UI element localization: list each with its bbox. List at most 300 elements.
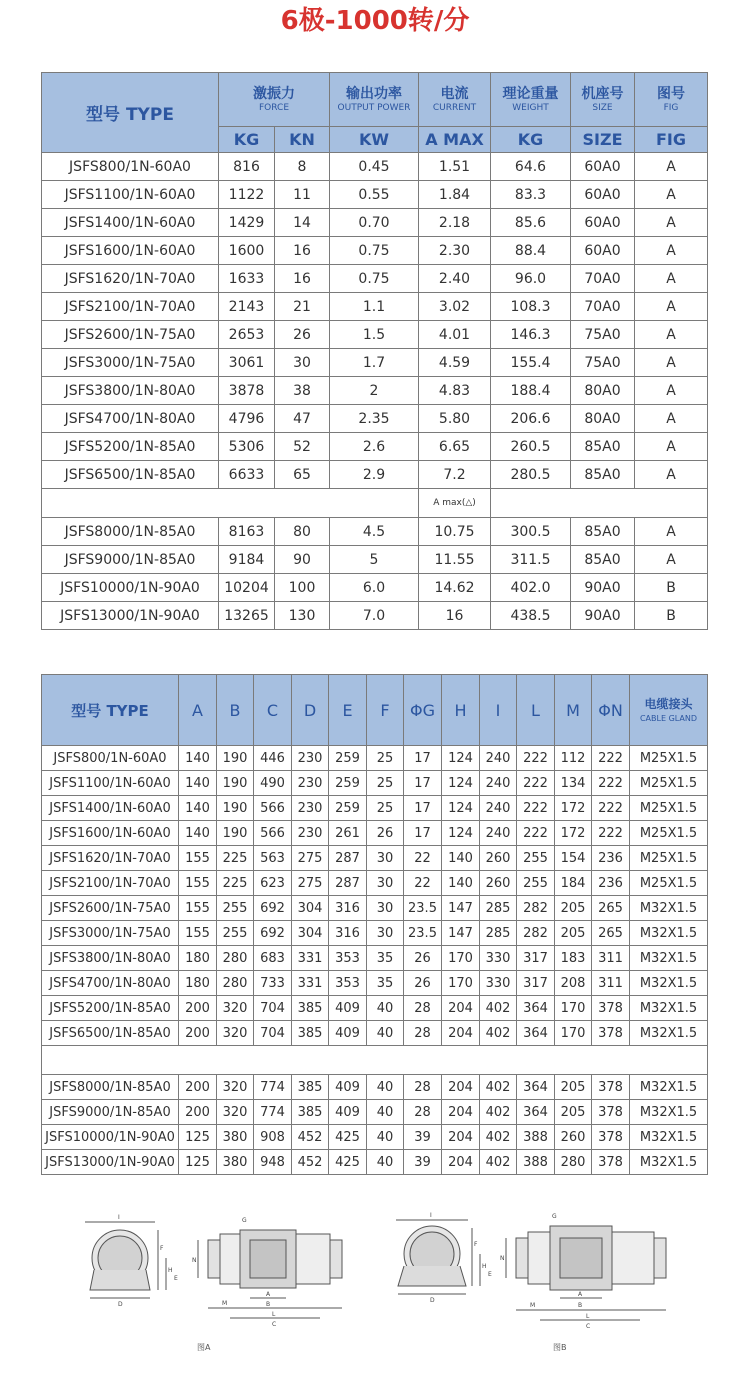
model-cell: JSFS9000/1N-85A0 bbox=[42, 546, 219, 574]
value-cell: 452 bbox=[292, 1125, 329, 1150]
value-cell: 28 bbox=[404, 1021, 442, 1046]
value-cell: 5.80 bbox=[419, 405, 491, 433]
value-cell: 10204 bbox=[219, 574, 275, 602]
model-cell: JSFS5200/1N-85A0 bbox=[42, 433, 219, 461]
header-dim-a: A bbox=[179, 675, 217, 746]
value-cell: B bbox=[635, 574, 708, 602]
dim-label-m: M bbox=[530, 1302, 536, 1309]
value-cell: 774 bbox=[254, 1100, 292, 1125]
value-cell: 402 bbox=[480, 1100, 517, 1125]
value-cell: 154 bbox=[555, 846, 592, 871]
motor-side-cap-right bbox=[654, 1238, 666, 1278]
value-cell: 733 bbox=[254, 971, 292, 996]
model-cell: JSFS1620/1N-70A0 bbox=[42, 846, 179, 871]
value-cell: 124 bbox=[442, 821, 480, 846]
value-cell: 2.40 bbox=[419, 265, 491, 293]
value-cell: 5 bbox=[330, 546, 419, 574]
model-cell: JSFS2100/1N-70A0 bbox=[42, 871, 179, 896]
model-cell: JSFS1400/1N-60A0 bbox=[42, 209, 219, 237]
value-cell: 205 bbox=[555, 896, 592, 921]
value-cell: 280 bbox=[217, 971, 254, 996]
value-cell: 22 bbox=[404, 871, 442, 896]
table2-separator-row bbox=[42, 1046, 708, 1075]
header-current-en: CURRENT bbox=[432, 102, 477, 113]
value-cell: A bbox=[635, 433, 708, 461]
value-cell: 26 bbox=[275, 321, 330, 349]
value-cell: 222 bbox=[592, 796, 630, 821]
table1-separator bbox=[42, 489, 708, 518]
value-cell: 3.02 bbox=[419, 293, 491, 321]
value-cell: 225 bbox=[217, 871, 254, 896]
header-fig-en: FIG bbox=[663, 102, 679, 113]
value-cell: 208 bbox=[555, 971, 592, 996]
value-cell: 147 bbox=[442, 896, 480, 921]
value-cell: 0.75 bbox=[330, 237, 419, 265]
table-row bbox=[42, 771, 708, 796]
value-cell: 240 bbox=[480, 821, 517, 846]
value-cell: 4.83 bbox=[419, 377, 491, 405]
unit-cell: KG bbox=[491, 127, 571, 153]
value-cell: 402 bbox=[480, 1125, 517, 1150]
table-row bbox=[42, 1100, 708, 1125]
value-cell: 155 bbox=[179, 921, 217, 946]
value-cell: 304 bbox=[292, 896, 329, 921]
value-cell: A bbox=[635, 293, 708, 321]
value-cell: 124 bbox=[442, 771, 480, 796]
value-cell: 52 bbox=[275, 433, 330, 461]
header-weight bbox=[491, 73, 571, 127]
value-cell: 255 bbox=[517, 871, 555, 896]
value-cell: 155 bbox=[179, 846, 217, 871]
model-cell: JSFS2600/1N-75A0 bbox=[42, 896, 179, 921]
dim-label-d: D bbox=[430, 1297, 435, 1304]
value-cell: 83.3 bbox=[491, 181, 571, 209]
value-cell: 190 bbox=[217, 746, 254, 771]
value-cell: 180 bbox=[179, 946, 217, 971]
value-cell: 124 bbox=[442, 796, 480, 821]
table-row bbox=[42, 871, 708, 896]
value-cell: M32X1.5 bbox=[630, 971, 708, 996]
value-cell: 222 bbox=[592, 821, 630, 846]
value-cell: 140 bbox=[179, 796, 217, 821]
model-cell: JSFS2100/1N-70A0 bbox=[42, 293, 219, 321]
dim-label-e: E bbox=[488, 1271, 492, 1278]
table-row bbox=[42, 821, 708, 846]
table1-separator-row bbox=[42, 489, 708, 518]
model-cell: JSFS800/1N-60A0 bbox=[42, 153, 219, 181]
dim-label-f: F bbox=[474, 1241, 478, 1248]
dim-label-g: G bbox=[242, 1217, 247, 1224]
value-cell: 222 bbox=[517, 821, 555, 846]
value-cell: 85A0 bbox=[571, 518, 635, 546]
table1-body-a bbox=[42, 153, 708, 489]
value-cell: 222 bbox=[517, 796, 555, 821]
value-cell: 378 bbox=[592, 1075, 630, 1100]
value-cell: 255 bbox=[217, 921, 254, 946]
value-cell: 85A0 bbox=[571, 546, 635, 574]
header-dim-h: H bbox=[442, 675, 480, 746]
dim-label-h: H bbox=[482, 1263, 487, 1270]
page-title: 6极-1000转/分 bbox=[280, 6, 470, 36]
header-size-cn: 机座号 bbox=[581, 85, 624, 102]
value-cell: 704 bbox=[254, 996, 292, 1021]
value-cell: 285 bbox=[480, 896, 517, 921]
figure-b-caption: 图B bbox=[553, 1343, 567, 1352]
value-cell: 6.65 bbox=[419, 433, 491, 461]
header-dim-l: L bbox=[517, 675, 555, 746]
value-cell: 816 bbox=[219, 153, 275, 181]
value-cell: 16 bbox=[275, 237, 330, 265]
value-cell: 1122 bbox=[219, 181, 275, 209]
model-cell: JSFS1600/1N-60A0 bbox=[42, 821, 179, 846]
table-row bbox=[42, 209, 708, 237]
value-cell: 170 bbox=[555, 1021, 592, 1046]
value-cell: 146.3 bbox=[491, 321, 571, 349]
value-cell: 380 bbox=[217, 1125, 254, 1150]
header-power-cn: 输出功率 bbox=[346, 85, 402, 102]
value-cell: A bbox=[635, 546, 708, 574]
value-cell: 4796 bbox=[219, 405, 275, 433]
value-cell: M25X1.5 bbox=[630, 796, 708, 821]
value-cell: 35 bbox=[367, 946, 404, 971]
value-cell: 2653 bbox=[219, 321, 275, 349]
table1-body-b bbox=[42, 518, 708, 630]
value-cell: 200 bbox=[179, 1075, 217, 1100]
value-cell: 96.0 bbox=[491, 265, 571, 293]
value-cell: A bbox=[635, 237, 708, 265]
motor-side-core bbox=[560, 1238, 602, 1278]
value-cell: 108.3 bbox=[491, 293, 571, 321]
value-cell: 16 bbox=[419, 602, 491, 630]
model-cell: JSFS6500/1N-85A0 bbox=[42, 1021, 179, 1046]
model-cell: JSFS1100/1N-60A0 bbox=[42, 771, 179, 796]
value-cell: 2.6 bbox=[330, 433, 419, 461]
model-cell: JSFS1620/1N-70A0 bbox=[42, 265, 219, 293]
table-row bbox=[42, 896, 708, 921]
model-cell: JSFS4700/1N-80A0 bbox=[42, 971, 179, 996]
table-row bbox=[42, 237, 708, 265]
value-cell: 378 bbox=[592, 1150, 630, 1175]
value-cell: 21 bbox=[275, 293, 330, 321]
value-cell: 30 bbox=[275, 349, 330, 377]
value-cell: 80A0 bbox=[571, 405, 635, 433]
table-row bbox=[42, 377, 708, 405]
value-cell: 188.4 bbox=[491, 377, 571, 405]
value-cell: 1.51 bbox=[419, 153, 491, 181]
dim-label-l: L bbox=[272, 1311, 276, 1318]
dim-label-d: D bbox=[118, 1301, 123, 1308]
value-cell: 17 bbox=[404, 746, 442, 771]
value-cell: 65 bbox=[275, 461, 330, 489]
header-dim-g: ΦG bbox=[404, 675, 442, 746]
value-cell: 353 bbox=[329, 946, 367, 971]
value-cell: 425 bbox=[329, 1150, 367, 1175]
value-cell: 402 bbox=[480, 1021, 517, 1046]
value-cell: 204 bbox=[442, 1125, 480, 1150]
value-cell: 155 bbox=[179, 871, 217, 896]
table-row bbox=[42, 546, 708, 574]
value-cell: 385 bbox=[292, 1100, 329, 1125]
value-cell: A bbox=[635, 349, 708, 377]
value-cell: 230 bbox=[292, 821, 329, 846]
value-cell: 260 bbox=[480, 871, 517, 896]
value-cell: 320 bbox=[217, 1021, 254, 1046]
value-cell: 330 bbox=[480, 946, 517, 971]
value-cell: M32X1.5 bbox=[630, 1100, 708, 1125]
header-dim-b: B bbox=[217, 675, 254, 746]
value-cell: 1633 bbox=[219, 265, 275, 293]
value-cell: 378 bbox=[592, 1125, 630, 1150]
value-cell: 378 bbox=[592, 1021, 630, 1046]
value-cell: 30 bbox=[367, 871, 404, 896]
value-cell: 85A0 bbox=[571, 433, 635, 461]
value-cell: 28 bbox=[404, 1075, 442, 1100]
value-cell: 364 bbox=[517, 996, 555, 1021]
value-cell: 2 bbox=[330, 377, 419, 405]
header-dim-f: F bbox=[367, 675, 404, 746]
value-cell: 47 bbox=[275, 405, 330, 433]
value-cell: 3061 bbox=[219, 349, 275, 377]
dim-label-c: C bbox=[272, 1321, 277, 1328]
model-cell: JSFS4700/1N-80A0 bbox=[42, 405, 219, 433]
header-force-cn: 激振力 bbox=[253, 85, 295, 102]
table-row bbox=[42, 433, 708, 461]
value-cell: 204 bbox=[442, 1100, 480, 1125]
value-cell: 190 bbox=[217, 821, 254, 846]
value-cell: 317 bbox=[517, 946, 555, 971]
figure-a-drawing bbox=[80, 1210, 370, 1340]
model-cell: JSFS1400/1N-60A0 bbox=[42, 796, 179, 821]
value-cell: 280.5 bbox=[491, 461, 571, 489]
value-cell: 364 bbox=[517, 1021, 555, 1046]
value-cell: 140 bbox=[442, 871, 480, 896]
value-cell: 130 bbox=[275, 602, 330, 630]
value-cell: M32X1.5 bbox=[630, 1075, 708, 1100]
value-cell: 200 bbox=[179, 996, 217, 1021]
table1-header-row bbox=[42, 73, 708, 127]
table-row bbox=[42, 574, 708, 602]
value-cell: 222 bbox=[592, 771, 630, 796]
value-cell: 26 bbox=[404, 946, 442, 971]
value-cell: 80 bbox=[275, 518, 330, 546]
value-cell: 70A0 bbox=[571, 265, 635, 293]
dim-label-b: B bbox=[266, 1301, 271, 1308]
value-cell: 230 bbox=[292, 796, 329, 821]
value-cell: 80A0 bbox=[571, 377, 635, 405]
value-cell: 2.35 bbox=[330, 405, 419, 433]
value-cell: 124 bbox=[442, 746, 480, 771]
value-cell: 280 bbox=[217, 946, 254, 971]
model-cell: JSFS8000/1N-85A0 bbox=[42, 1075, 179, 1100]
value-cell: 300.5 bbox=[491, 518, 571, 546]
separator-blank bbox=[42, 489, 419, 518]
table-row bbox=[42, 405, 708, 433]
value-cell: 908 bbox=[254, 1125, 292, 1150]
header-weight-cn: 理论重量 bbox=[502, 85, 559, 102]
value-cell: A bbox=[635, 265, 708, 293]
value-cell: A bbox=[635, 321, 708, 349]
unit-cell: KN bbox=[275, 127, 330, 153]
model-cell: JSFS10000/1N-90A0 bbox=[42, 1125, 179, 1150]
value-cell: 40 bbox=[367, 1125, 404, 1150]
value-cell: 6633 bbox=[219, 461, 275, 489]
value-cell: 39 bbox=[404, 1125, 442, 1150]
model-cell: JSFS8000/1N-85A0 bbox=[42, 518, 219, 546]
value-cell: 490 bbox=[254, 771, 292, 796]
value-cell: 4.59 bbox=[419, 349, 491, 377]
value-cell: 140 bbox=[179, 746, 217, 771]
value-cell: 388 bbox=[517, 1125, 555, 1150]
value-cell: 240 bbox=[480, 796, 517, 821]
dim-label-a: A bbox=[266, 1291, 271, 1298]
value-cell: 948 bbox=[254, 1150, 292, 1175]
value-cell: 236 bbox=[592, 846, 630, 871]
value-cell: 17 bbox=[404, 796, 442, 821]
dim-label-b: B bbox=[578, 1302, 583, 1309]
dim-label-n: N bbox=[192, 1257, 197, 1264]
value-cell: 60A0 bbox=[571, 237, 635, 265]
value-cell: 320 bbox=[217, 1100, 254, 1125]
figure-a-caption: 图A bbox=[197, 1343, 211, 1352]
value-cell: 172 bbox=[555, 821, 592, 846]
dim-label-m: M bbox=[222, 1300, 228, 1307]
dim-label-f: F bbox=[160, 1245, 164, 1252]
dim-label-h: H bbox=[168, 1267, 173, 1274]
value-cell: 23.5 bbox=[404, 896, 442, 921]
value-cell: 2.18 bbox=[419, 209, 491, 237]
value-cell: 402 bbox=[480, 1150, 517, 1175]
motor-side-core bbox=[250, 1240, 286, 1278]
value-cell: 30 bbox=[367, 921, 404, 946]
table2-header-row bbox=[42, 675, 708, 746]
value-cell: 311 bbox=[592, 971, 630, 996]
value-cell: 380 bbox=[217, 1150, 254, 1175]
value-cell: 0.70 bbox=[330, 209, 419, 237]
header-weight-en: WEIGHT bbox=[512, 102, 549, 113]
value-cell: 566 bbox=[254, 796, 292, 821]
table2-body-a bbox=[42, 746, 708, 1046]
value-cell: 704 bbox=[254, 1021, 292, 1046]
header-force bbox=[219, 73, 330, 127]
value-cell: 39 bbox=[404, 1150, 442, 1175]
value-cell: 125 bbox=[179, 1125, 217, 1150]
unit-cell: KG bbox=[219, 127, 275, 153]
value-cell: 316 bbox=[329, 921, 367, 946]
value-cell: 317 bbox=[517, 971, 555, 996]
value-cell: 155 bbox=[179, 896, 217, 921]
value-cell: A bbox=[635, 153, 708, 181]
value-cell: 25 bbox=[367, 796, 404, 821]
header-type: 型号 TYPE bbox=[42, 73, 219, 153]
motor-base bbox=[90, 1270, 150, 1290]
value-cell: M32X1.5 bbox=[630, 1150, 708, 1175]
header-size bbox=[571, 73, 635, 127]
value-cell: 140 bbox=[179, 771, 217, 796]
figure-b-drawing bbox=[390, 1210, 680, 1340]
value-cell: 260 bbox=[555, 1125, 592, 1150]
value-cell: 205 bbox=[555, 1100, 592, 1125]
table-row bbox=[42, 971, 708, 996]
value-cell: 170 bbox=[442, 971, 480, 996]
value-cell: 28 bbox=[404, 1100, 442, 1125]
value-cell: 4.5 bbox=[330, 518, 419, 546]
value-cell: 255 bbox=[517, 846, 555, 871]
value-cell: 38 bbox=[275, 377, 330, 405]
value-cell: 304 bbox=[292, 921, 329, 946]
value-cell: 438.5 bbox=[491, 602, 571, 630]
table-row bbox=[42, 921, 708, 946]
value-cell: 378 bbox=[592, 1100, 630, 1125]
value-cell: 0.45 bbox=[330, 153, 419, 181]
table-row bbox=[42, 1075, 708, 1100]
table-row bbox=[42, 796, 708, 821]
value-cell: 316 bbox=[329, 896, 367, 921]
value-cell: 60A0 bbox=[571, 153, 635, 181]
header-dim-n: ΦN bbox=[592, 675, 630, 746]
value-cell: 85A0 bbox=[571, 461, 635, 489]
value-cell: 385 bbox=[292, 996, 329, 1021]
table-row bbox=[42, 996, 708, 1021]
header-type: 型号 TYPE bbox=[42, 675, 179, 746]
header-power-en: OUTPUT POWER bbox=[337, 102, 411, 113]
value-cell: 692 bbox=[254, 921, 292, 946]
value-cell: 261 bbox=[329, 821, 367, 846]
value-cell: 75A0 bbox=[571, 349, 635, 377]
value-cell: 90A0 bbox=[571, 602, 635, 630]
unit-cell: KW bbox=[330, 127, 419, 153]
value-cell: 70A0 bbox=[571, 293, 635, 321]
model-cell: JSFS3000/1N-75A0 bbox=[42, 349, 219, 377]
value-cell: A bbox=[635, 209, 708, 237]
table-row bbox=[42, 153, 708, 181]
value-cell: 1.84 bbox=[419, 181, 491, 209]
value-cell: 206.6 bbox=[491, 405, 571, 433]
value-cell: 311 bbox=[592, 946, 630, 971]
value-cell: 311.5 bbox=[491, 546, 571, 574]
value-cell: 204 bbox=[442, 1075, 480, 1100]
value-cell: 140 bbox=[442, 846, 480, 871]
header-dim-i: I bbox=[480, 675, 517, 746]
value-cell: 275 bbox=[292, 871, 329, 896]
value-cell: B bbox=[635, 602, 708, 630]
value-cell: 282 bbox=[517, 896, 555, 921]
value-cell: 330 bbox=[480, 971, 517, 996]
value-cell: 8 bbox=[275, 153, 330, 181]
value-cell: 60A0 bbox=[571, 209, 635, 237]
header-gland-cn: 电缆接头 bbox=[644, 697, 693, 711]
value-cell: A bbox=[635, 377, 708, 405]
value-cell: 225 bbox=[217, 846, 254, 871]
header-size-en: SIZE bbox=[592, 102, 613, 113]
value-cell: 452 bbox=[292, 1150, 329, 1175]
model-cell: JSFS13000/1N-90A0 bbox=[42, 1150, 179, 1175]
value-cell: 7.0 bbox=[330, 602, 419, 630]
value-cell: 0.55 bbox=[330, 181, 419, 209]
value-cell: 8163 bbox=[219, 518, 275, 546]
value-cell: 280 bbox=[555, 1150, 592, 1175]
table-row bbox=[42, 349, 708, 377]
dim-label-i: I bbox=[430, 1212, 432, 1219]
value-cell: 385 bbox=[292, 1075, 329, 1100]
value-cell: 180 bbox=[179, 971, 217, 996]
value-cell: 230 bbox=[292, 771, 329, 796]
value-cell: M25X1.5 bbox=[630, 846, 708, 871]
value-cell: A bbox=[635, 461, 708, 489]
value-cell: 409 bbox=[329, 1100, 367, 1125]
value-cell: 260 bbox=[480, 846, 517, 871]
value-cell: 623 bbox=[254, 871, 292, 896]
value-cell: 200 bbox=[179, 1021, 217, 1046]
